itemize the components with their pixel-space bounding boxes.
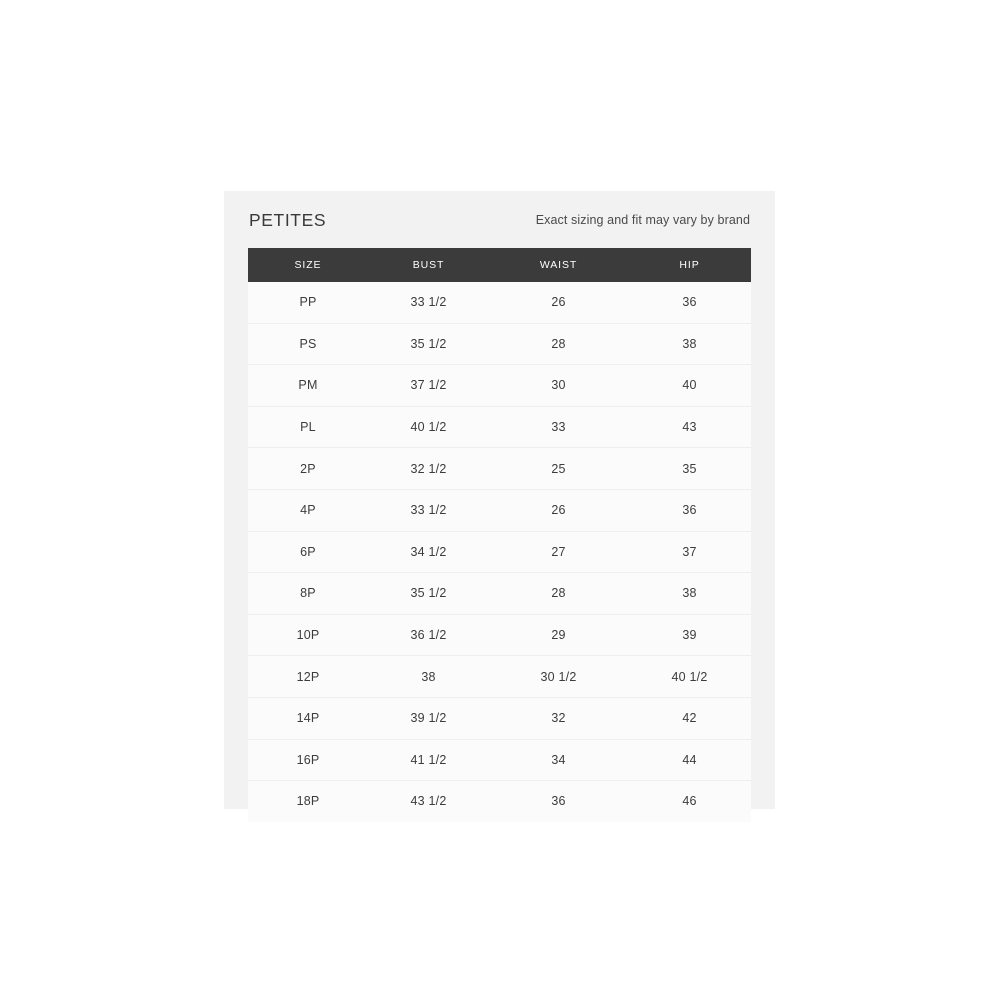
cell-waist: 36 <box>489 781 628 822</box>
cell-hip: 37 <box>628 531 751 573</box>
cell-size: 4P <box>248 489 368 531</box>
column-header-bust: BUST <box>368 248 489 282</box>
cell-hip: 42 <box>628 697 751 739</box>
cell-bust: 33 1/2 <box>368 282 489 323</box>
cell-bust: 38 <box>368 656 489 698</box>
cell-waist: 32 <box>489 697 628 739</box>
table-row <box>248 489 751 531</box>
cell-size: 8P <box>248 573 368 615</box>
cell-hip: 36 <box>628 489 751 531</box>
cell-waist: 34 <box>489 739 628 781</box>
cell-size: 6P <box>248 531 368 573</box>
cell-hip: 35 <box>628 448 751 490</box>
cell-size: 14P <box>248 697 368 739</box>
table-row <box>248 573 751 615</box>
table-row <box>248 448 751 490</box>
cell-waist: 26 <box>489 282 628 323</box>
cell-bust: 43 1/2 <box>368 781 489 822</box>
cell-waist: 33 <box>489 406 628 448</box>
table-row <box>248 365 751 407</box>
cell-bust: 41 1/2 <box>368 739 489 781</box>
cell-waist: 29 <box>489 614 628 656</box>
cell-hip: 46 <box>628 781 751 822</box>
cell-waist: 28 <box>489 323 628 365</box>
cell-hip: 38 <box>628 323 751 365</box>
cell-bust: 35 1/2 <box>368 323 489 365</box>
cell-size: 2P <box>248 448 368 490</box>
cell-hip: 40 <box>628 365 751 407</box>
table-row <box>248 697 751 739</box>
cell-waist: 25 <box>489 448 628 490</box>
cell-bust: 39 1/2 <box>368 697 489 739</box>
table-row <box>248 739 751 781</box>
cell-size: 10P <box>248 614 368 656</box>
cell-hip: 36 <box>628 282 751 323</box>
size-table <box>248 248 751 822</box>
table-row <box>248 282 751 323</box>
cell-size: 16P <box>248 739 368 781</box>
table-row <box>248 781 751 822</box>
cell-bust: 33 1/2 <box>368 489 489 531</box>
cell-bust: 34 1/2 <box>368 531 489 573</box>
table-row <box>248 406 751 448</box>
column-header-size: SIZE <box>248 248 368 282</box>
cell-size: 18P <box>248 781 368 822</box>
size-chart-card <box>224 191 775 809</box>
cell-hip: 40 1/2 <box>628 656 751 698</box>
page-title: PETITES <box>249 209 327 230</box>
cell-waist: 26 <box>489 489 628 531</box>
cell-bust: 35 1/2 <box>368 573 489 615</box>
cell-size: PP <box>248 282 368 323</box>
card-header <box>224 191 775 249</box>
cell-bust: 32 1/2 <box>368 448 489 490</box>
sizing-disclaimer: Exact sizing and fit may vary by brand <box>535 213 750 227</box>
cell-size: PM <box>248 365 368 407</box>
cell-waist: 30 1/2 <box>489 656 628 698</box>
size-table-container <box>248 248 751 822</box>
cell-bust: 37 1/2 <box>368 365 489 407</box>
cell-size: 12P <box>248 656 368 698</box>
cell-hip: 39 <box>628 614 751 656</box>
cell-hip: 38 <box>628 573 751 615</box>
cell-bust: 40 1/2 <box>368 406 489 448</box>
cell-bust: 36 1/2 <box>368 614 489 656</box>
column-header-waist: WAIST <box>489 248 628 282</box>
cell-waist: 27 <box>489 531 628 573</box>
table-body <box>248 282 751 822</box>
cell-waist: 30 <box>489 365 628 407</box>
cell-waist: 28 <box>489 573 628 615</box>
table-header-row <box>248 248 751 282</box>
table-row <box>248 531 751 573</box>
column-header-hip: HIP <box>628 248 751 282</box>
table-row <box>248 614 751 656</box>
cell-size: PS <box>248 323 368 365</box>
table-row <box>248 656 751 698</box>
cell-hip: 44 <box>628 739 751 781</box>
cell-hip: 43 <box>628 406 751 448</box>
table-header <box>248 248 751 282</box>
table-row <box>248 323 751 365</box>
cell-size: PL <box>248 406 368 448</box>
